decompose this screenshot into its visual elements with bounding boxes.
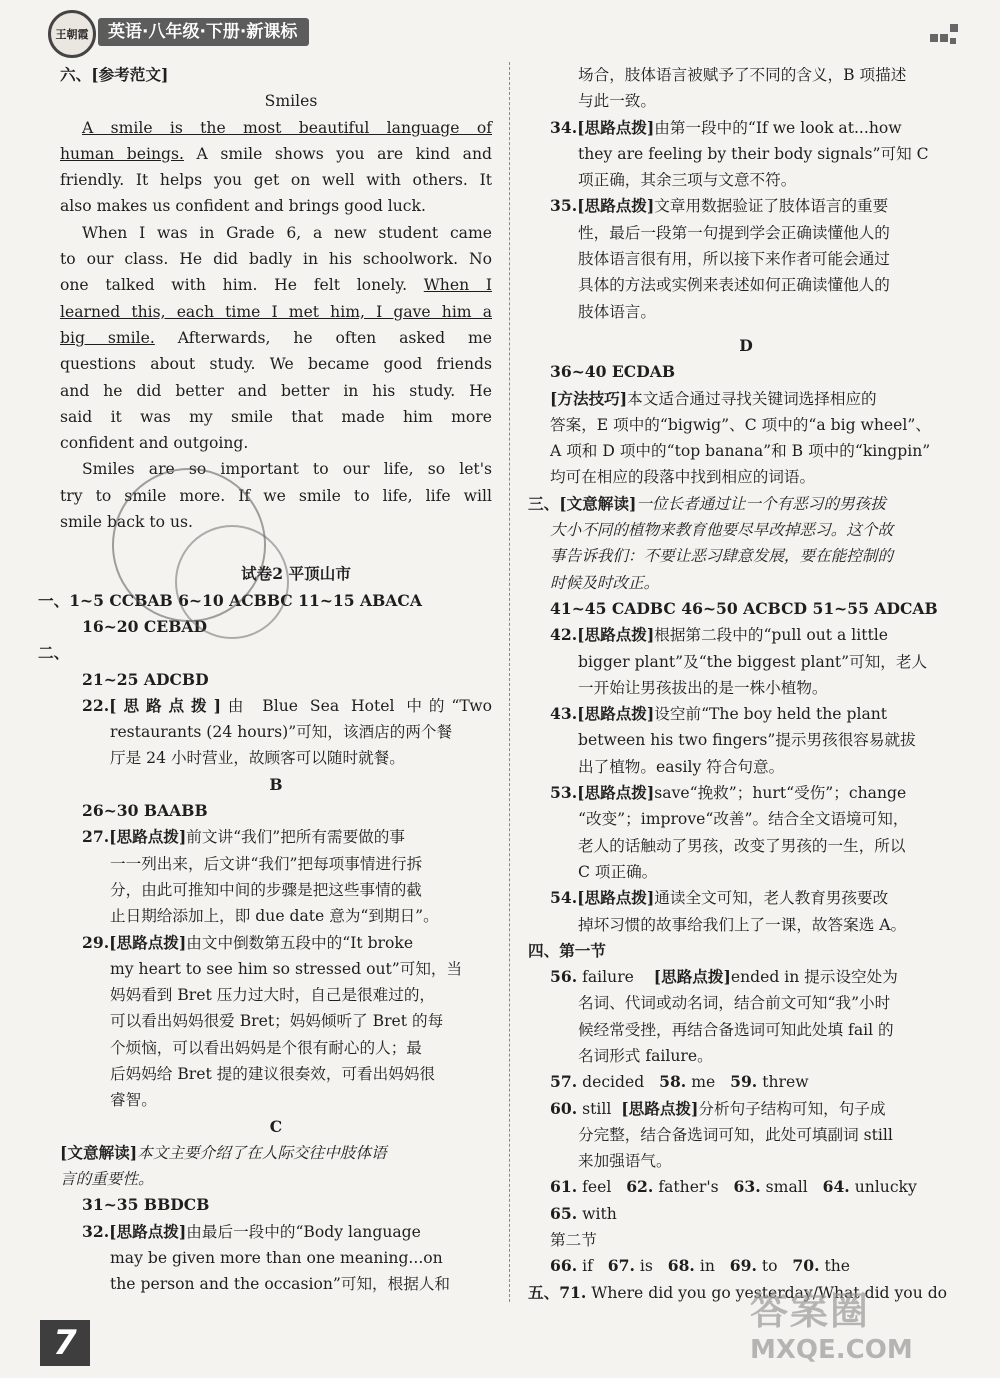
essay-line: one talked with him. He felt lonely. When I xyxy=(60,276,492,295)
explanation-line: they are feeling by their body signals”可知 C xyxy=(578,144,929,163)
explanation-line: C 项正确。 xyxy=(578,862,658,881)
section-6-label: 六、[参考范文] xyxy=(60,65,169,84)
explanation-line: 项正确，其余三项与文意不符。 xyxy=(578,171,797,190)
answer-key: 31~35 BBDCB xyxy=(82,1195,210,1215)
explanation-line: between his two fingers”提示男孩很容易就拔 xyxy=(578,731,916,750)
answer-row: 61. feel 62. father's 63. small 64. unlucky xyxy=(550,1177,917,1197)
essay-line: Smiles are so important to our life, so let's xyxy=(82,460,492,479)
essay-line: When I was in Grade 6, a new student came xyxy=(82,223,492,242)
explanation-line: 54.[思路点拨]通读全文可知，老人教育男孩要改 xyxy=(550,888,889,908)
section-d-label: D xyxy=(739,335,753,355)
essay-line: and he did better and better in his study. He xyxy=(60,381,492,400)
essay-line: also makes us confident and brings good luck. xyxy=(60,197,426,216)
explanation-line: my heart to see him so stressed out”可知，当 xyxy=(110,959,463,978)
essay-line: confident and outgoing. xyxy=(60,434,249,453)
explanation-line: 性，最后一段第一句提到学会正确读懂他人的 xyxy=(578,223,890,242)
explanation-line: 出了植物。easily 符合句意。 xyxy=(578,757,785,776)
column-divider xyxy=(509,62,510,1302)
answer-row: 66. if 67. is 68. in 69. to 70. the xyxy=(550,1256,851,1276)
explanation-line: “改变”；improve“改善”。结合全文语境可知， xyxy=(578,810,909,829)
answer-key: 一、1~5 CCBAB 6~10 ACBBC 11~15 ABACA xyxy=(38,590,422,610)
explanation-line: 场合，肢体语言被赋予了不同的含义，B 项描述 xyxy=(578,66,907,84)
essay-line: A smile is the most beautiful language of xyxy=(82,118,492,137)
explanation-line: 一一列出来，后文讲“我们”把每项事情进行拆 xyxy=(110,854,423,873)
answer-key: 36~40 ECDAB xyxy=(550,362,675,382)
site-watermark xyxy=(750,1280,980,1370)
explanation-line: 后妈妈给 Bret 提的建议很奏效，可看出妈妈很 xyxy=(110,1064,436,1083)
method-line: 答案，E 项中的“bigwig”、C 项中的“a big wheel”、 xyxy=(550,415,931,434)
watermark-url: MXQE.COM xyxy=(750,1335,913,1365)
brand-logo xyxy=(48,10,96,58)
page-number: 7 xyxy=(40,1320,90,1366)
explanation-line: may be given more than one meaning...on xyxy=(110,1249,443,1268)
explanation-line: 具体的方法或实例来表述如何正确读懂他人的 xyxy=(578,276,890,295)
section-label: 二、 xyxy=(38,643,70,663)
section-b-label: B xyxy=(269,774,283,794)
essay-line: friendly. It helps you get on well with others. It xyxy=(60,171,492,190)
explanation-line: 29.[思路点拨]由文中倒数第五段中的“It broke xyxy=(82,932,414,952)
explanation-line: 老人的话触动了男孩，改变了男孩的一生，所以 xyxy=(578,836,906,855)
method-line: [方法技巧]本文适合通过寻找关键词选择相应的 xyxy=(550,388,877,408)
explanation-line: 可以看出妈妈很爱 Bret；妈妈倾听了 Bret 的每 xyxy=(110,1012,444,1031)
passage-summary: 事告诉我们：不要让恶习肆意发展，要在能控制的 xyxy=(550,547,894,566)
method-line: 均可在相应的段落中找到相应的词语。 xyxy=(550,468,816,487)
answer-key: 26~30 BAABB xyxy=(82,801,208,821)
essay-line: smile back to us. xyxy=(60,513,193,532)
explanation-line: 掉坏习惯的故事给我们上了一课，故答案选 A。 xyxy=(578,915,907,934)
explanation-line: restaurants (24 hours)”可知，该酒店的两个餐 xyxy=(110,723,453,742)
section-4-label: 四、第一节 xyxy=(528,940,606,960)
essay-title: Smiles xyxy=(264,92,318,111)
explanation-line: 妈妈看到 Bret 压力过大时，自己是很难过的， xyxy=(110,986,436,1005)
section-c-label: C xyxy=(269,1116,283,1136)
essay-line: to our class. He did badly in his schoolwork. No xyxy=(60,250,492,269)
explanation-line: 肢体语言很有用，所以接下来作者可能会通过 xyxy=(578,250,890,269)
explanation-line: 分完整，结合备选词可知，此处可填副词 still xyxy=(578,1125,893,1144)
explanation-line: 22.[思路点拨]由 Blue Sea Hotel 中的“Two xyxy=(82,695,492,715)
essay-line: big smile. Afterwards, he often asked me xyxy=(60,328,492,347)
explanation-line: 34.[思路点拨]由第一段中的“If we look at...how xyxy=(550,117,902,137)
explanation-line: 分，由此可推知中间的步骤是把这些事情的截 xyxy=(110,880,422,899)
page-header xyxy=(40,8,360,54)
explanation-line: the person and the occasion”可知，根据人和 xyxy=(110,1275,451,1294)
method-line: A 项和 D 项中的“top banana”和 B 项中的“kingpin” xyxy=(550,442,931,461)
explanation-line: 60. still [思路点拨]分析句子结构可知，句子成 xyxy=(550,1098,886,1118)
corner-squares-icon xyxy=(930,24,960,48)
paper-2-title: 试卷2 平顶山市 xyxy=(241,564,351,584)
passage-summary: 大小不同的植物来教育他要尽早改掉恶习。这个故 xyxy=(550,521,894,540)
essay-line: learned this, each time I met him, I gave him a xyxy=(60,302,492,321)
book-title: 英语·八年级·下册·新课标 xyxy=(98,18,309,46)
explanation-line: 肢体语言。 xyxy=(578,302,656,321)
explanation-line: 一开始让男孩拔出的是一株小植物。 xyxy=(578,678,828,697)
answer-key: 41~45 CADBC 46~50 ACBCD 51~55 ADCAB xyxy=(550,598,938,618)
explanation-line: 35.[思路点拨]文章用数据验证了肢体语言的重要 xyxy=(550,196,889,216)
answer-key: 16~20 CEBAD xyxy=(82,616,207,636)
right-column xyxy=(528,62,964,1306)
stamp-mark xyxy=(175,525,289,639)
explanation-line: 与此一致。 xyxy=(578,92,656,111)
explanation-line: 名词、代词或动名词，结合前文可知“我”小时 xyxy=(578,994,891,1013)
watermark-title: 答案圈 xyxy=(750,1289,871,1333)
explanation-line: 42.[思路点拨]根据第二段中的“pull out a little xyxy=(550,625,888,645)
left-column xyxy=(38,62,492,1298)
answer-key: 21~25 ADCBD xyxy=(82,669,209,689)
essay-line: questions about study. We became good friends xyxy=(60,355,492,374)
answer-row: 57. decided 58. me 59. threw xyxy=(550,1072,809,1092)
explanation-line: 来加强语气。 xyxy=(578,1152,672,1171)
explanation-line: 53.[思路点拨]save“挽救”；hurt“受伤”；change xyxy=(550,783,907,803)
essay-line: said it was my smile that made him more xyxy=(60,407,492,426)
explanation-line: 43.[思路点拨]设空前“The boy held the plant xyxy=(550,704,888,724)
logo-text: 王朝霞 xyxy=(55,28,89,41)
explanation-line: 56. failure [思路点拨]ended in 提示设空处为 xyxy=(550,967,898,987)
passage-summary: 言的重要性。 xyxy=(60,1170,154,1189)
answer-row: 65. with xyxy=(550,1203,617,1223)
answer-row: 五、71. Where did you go yesterday/What did you do xyxy=(528,1282,948,1302)
section-4b-label: 第二节 xyxy=(550,1231,597,1250)
explanation-line: 32.[思路点拨]由最后一段中的“Body language xyxy=(82,1221,421,1241)
passage-summary: 三、[文意解读]一位长者通过让一个有恶习的男孩拔 xyxy=(528,493,886,513)
explanation-line: 名词形式 failure。 xyxy=(578,1046,713,1065)
explanation-line: 个烦恼，可以看出妈妈是个很有耐心的人；最 xyxy=(110,1038,422,1057)
explanation-line: 27.[思路点拨]前文讲“我们”把所有需要做的事 xyxy=(82,827,405,847)
essay-line: try to smile more. If we smile to life, life will xyxy=(60,486,492,505)
explanation-line: 睿智。 xyxy=(110,1091,157,1110)
explanation-line: bigger plant”及“the biggest plant”可知，老人 xyxy=(578,652,928,671)
explanation-line: 候经常受挫，再结合备选词可知此处填 fail 的 xyxy=(578,1020,894,1039)
essay-line: human beings. A smile shows you are kind and xyxy=(60,144,492,163)
explanation-line: 厅是 24 小时营业，故顾客可以随时就餐。 xyxy=(110,749,405,768)
passage-summary: 时候及时改正。 xyxy=(550,573,660,592)
passage-summary: [文意解读]本文主要介绍了在人际交往中肢体语 xyxy=(60,1142,387,1162)
explanation-line: 止日期给添加上，即 due date 意为“到期日”。 xyxy=(110,907,439,926)
